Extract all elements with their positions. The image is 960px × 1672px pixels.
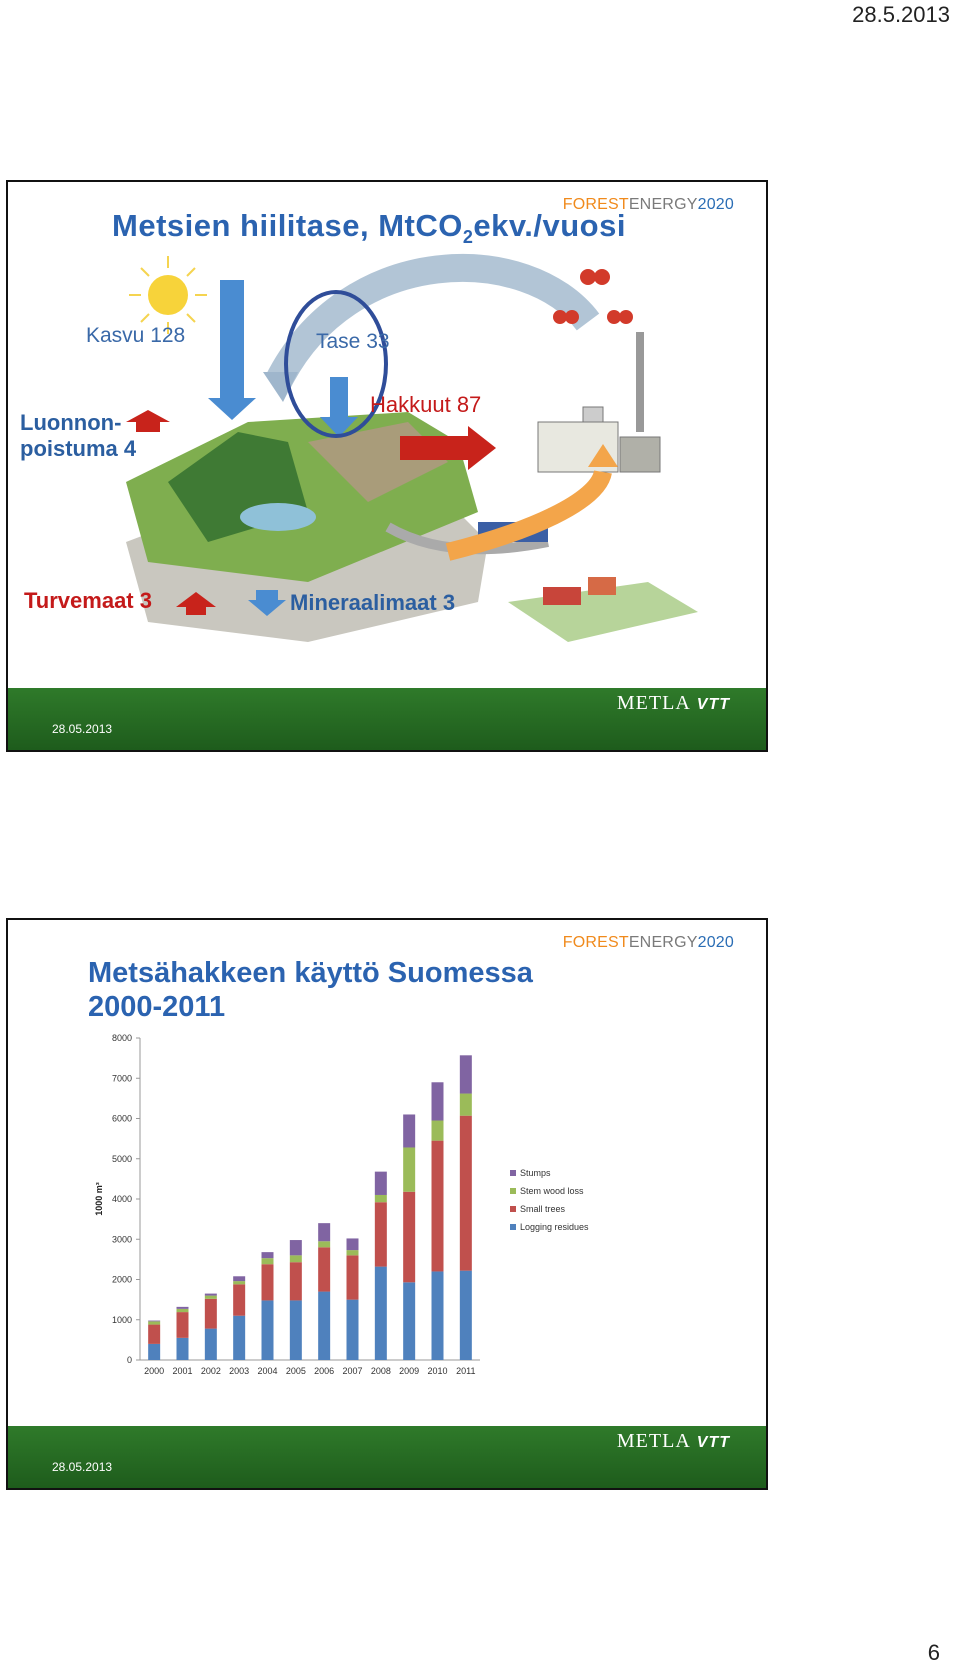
metla-logo-text: METLA (616, 1430, 691, 1452)
bar-segment (148, 1321, 160, 1322)
bar-segment (205, 1296, 217, 1299)
legend-swatch (510, 1224, 516, 1230)
footer-date: 28.05.2013 (52, 1460, 113, 1474)
bar-segment (205, 1294, 217, 1296)
legend-entry: Stumps (520, 1168, 551, 1178)
label-kasvu: Kasvu 128 (86, 324, 186, 347)
metla-vtt-logo (617, 692, 730, 715)
metla-logo-text: METLA (616, 692, 691, 714)
x-tick-label: 2008 (370, 1366, 391, 1376)
bar-segment (375, 1172, 387, 1195)
label-luonnon-line1: Luonnon- (20, 410, 122, 435)
bar-segment (233, 1276, 245, 1281)
bar-segment (290, 1262, 302, 1300)
title-subscript: 2 (462, 227, 474, 248)
bar-segment (347, 1255, 359, 1299)
page-date: 28.5.2013 (852, 2, 950, 27)
x-tick-label: 2006 (314, 1366, 335, 1376)
label-hakkuut: Hakkuut 87 (370, 392, 482, 417)
bar-segment (460, 1271, 472, 1360)
bar-segment (375, 1267, 387, 1360)
x-tick-label: 2009 (399, 1366, 420, 1376)
logo-part-forest: FOREST (562, 196, 629, 213)
stacked-bar-chart (88, 1028, 648, 1388)
label-mineraalimaat: Mineraalimaat 3 (290, 590, 456, 615)
y-tick-label: 1000 (111, 1314, 132, 1325)
logo-part-year: 2020 (697, 934, 734, 951)
y-tick-label: 7000 (111, 1073, 132, 1084)
bar-segment (432, 1121, 444, 1141)
x-tick-label: 2002 (200, 1366, 221, 1376)
bar-segment (318, 1292, 330, 1360)
sun-icon (129, 256, 207, 334)
legend-entry: Stem wood loss (520, 1186, 584, 1196)
bar-segment (205, 1329, 217, 1360)
bar-segment (148, 1344, 160, 1360)
label-turvemaat: Turvemaat 3 (24, 588, 152, 613)
bar-segment (205, 1299, 217, 1329)
slide-carbon-balance (6, 180, 768, 752)
x-tick-label: 2001 (172, 1366, 193, 1376)
legend-swatch (510, 1188, 516, 1194)
legend-swatch (510, 1170, 516, 1176)
y-axis-label: 1000 m³ (94, 1182, 104, 1216)
bar-segment (403, 1282, 415, 1360)
bar-segment (347, 1300, 359, 1360)
bar-segment (177, 1312, 189, 1338)
farm (508, 577, 698, 642)
chart-container (88, 1028, 648, 1393)
x-tick-label: 2011 (456, 1366, 476, 1376)
legend-swatch (510, 1206, 516, 1212)
legend-entry: Logging residues (520, 1222, 589, 1232)
bar-segment (290, 1240, 302, 1255)
slide-footer (8, 1426, 766, 1488)
bar-segment (148, 1325, 160, 1344)
bar-segment (233, 1284, 245, 1315)
logo-part-year: 2020 (697, 196, 734, 213)
bar-segment (262, 1264, 274, 1300)
bar-segment (290, 1300, 302, 1360)
bar-segment (432, 1082, 444, 1120)
bar-segment (262, 1300, 274, 1360)
footer-date: 28.05.2013 (52, 722, 113, 736)
bar-segment (262, 1258, 274, 1264)
forestenergy-logo (563, 934, 734, 952)
bar-segment (375, 1195, 387, 1202)
bar-segment (403, 1114, 415, 1147)
bar-segment (403, 1147, 415, 1191)
bar-segment (177, 1309, 189, 1312)
bar-segment (177, 1307, 189, 1309)
x-tick-label: 2003 (229, 1366, 250, 1376)
page-number: 6 (927, 1640, 940, 1665)
bar-segment (460, 1116, 472, 1271)
y-tick-label: 0 (126, 1355, 132, 1365)
bar-segment (375, 1202, 387, 1266)
logo-part-energy: ENERGY (628, 934, 698, 951)
logo-part-energy: ENERGY (628, 196, 698, 213)
bar-segment (347, 1250, 359, 1255)
bar-segment (290, 1255, 302, 1262)
x-tick-label: 2000 (144, 1366, 165, 1376)
metla-vtt-logo (617, 1430, 730, 1453)
logo-part-forest: FOREST (562, 934, 629, 951)
y-tick-label: 5000 (111, 1153, 132, 1164)
bar-segment (403, 1192, 415, 1283)
down-arrow-icon-kasvu (208, 280, 256, 420)
label-tase: Tase 33 (316, 330, 390, 353)
y-tick-label: 4000 (111, 1194, 132, 1204)
slide-title: Metsähakkeen käyttö Suomessa 2000-2011 (88, 957, 533, 1023)
x-tick-label: 2005 (285, 1366, 306, 1376)
slide-wood-chip-usage (6, 918, 768, 1490)
y-tick-label: 2000 (111, 1274, 132, 1285)
bar-segment (233, 1316, 245, 1360)
slide-footer (8, 688, 766, 750)
bar-segment (460, 1055, 472, 1093)
x-tick-label: 2004 (257, 1366, 278, 1376)
label-luonnonpoistuma (20, 410, 136, 462)
vtt-logo-text: VTT (696, 696, 730, 713)
title-end: ekv./vuosi (473, 208, 626, 243)
bar-segment (318, 1247, 330, 1291)
bar-segment (432, 1271, 444, 1360)
vtt-logo-text: VTT (696, 1434, 730, 1451)
x-tick-label: 2010 (427, 1366, 448, 1376)
label-luonnon-line2: poistuma 4 (20, 436, 137, 461)
y-tick-label: 8000 (111, 1033, 132, 1043)
bar-segment (318, 1223, 330, 1241)
bar-segment (460, 1094, 472, 1116)
y-tick-label: 3000 (111, 1234, 132, 1245)
bar-segment (347, 1238, 359, 1250)
bar-segment (432, 1141, 444, 1272)
bar-segment (233, 1281, 245, 1284)
y-tick-label: 6000 (111, 1113, 132, 1124)
bar-segment (177, 1338, 189, 1360)
x-tick-label: 2007 (342, 1366, 363, 1376)
bar-segment (148, 1321, 160, 1324)
legend-entry: Small trees (520, 1204, 566, 1214)
bar-segment (318, 1241, 330, 1247)
title-main: Metsien hiilitase, MtCO (112, 208, 463, 243)
bar-segment (262, 1252, 274, 1258)
